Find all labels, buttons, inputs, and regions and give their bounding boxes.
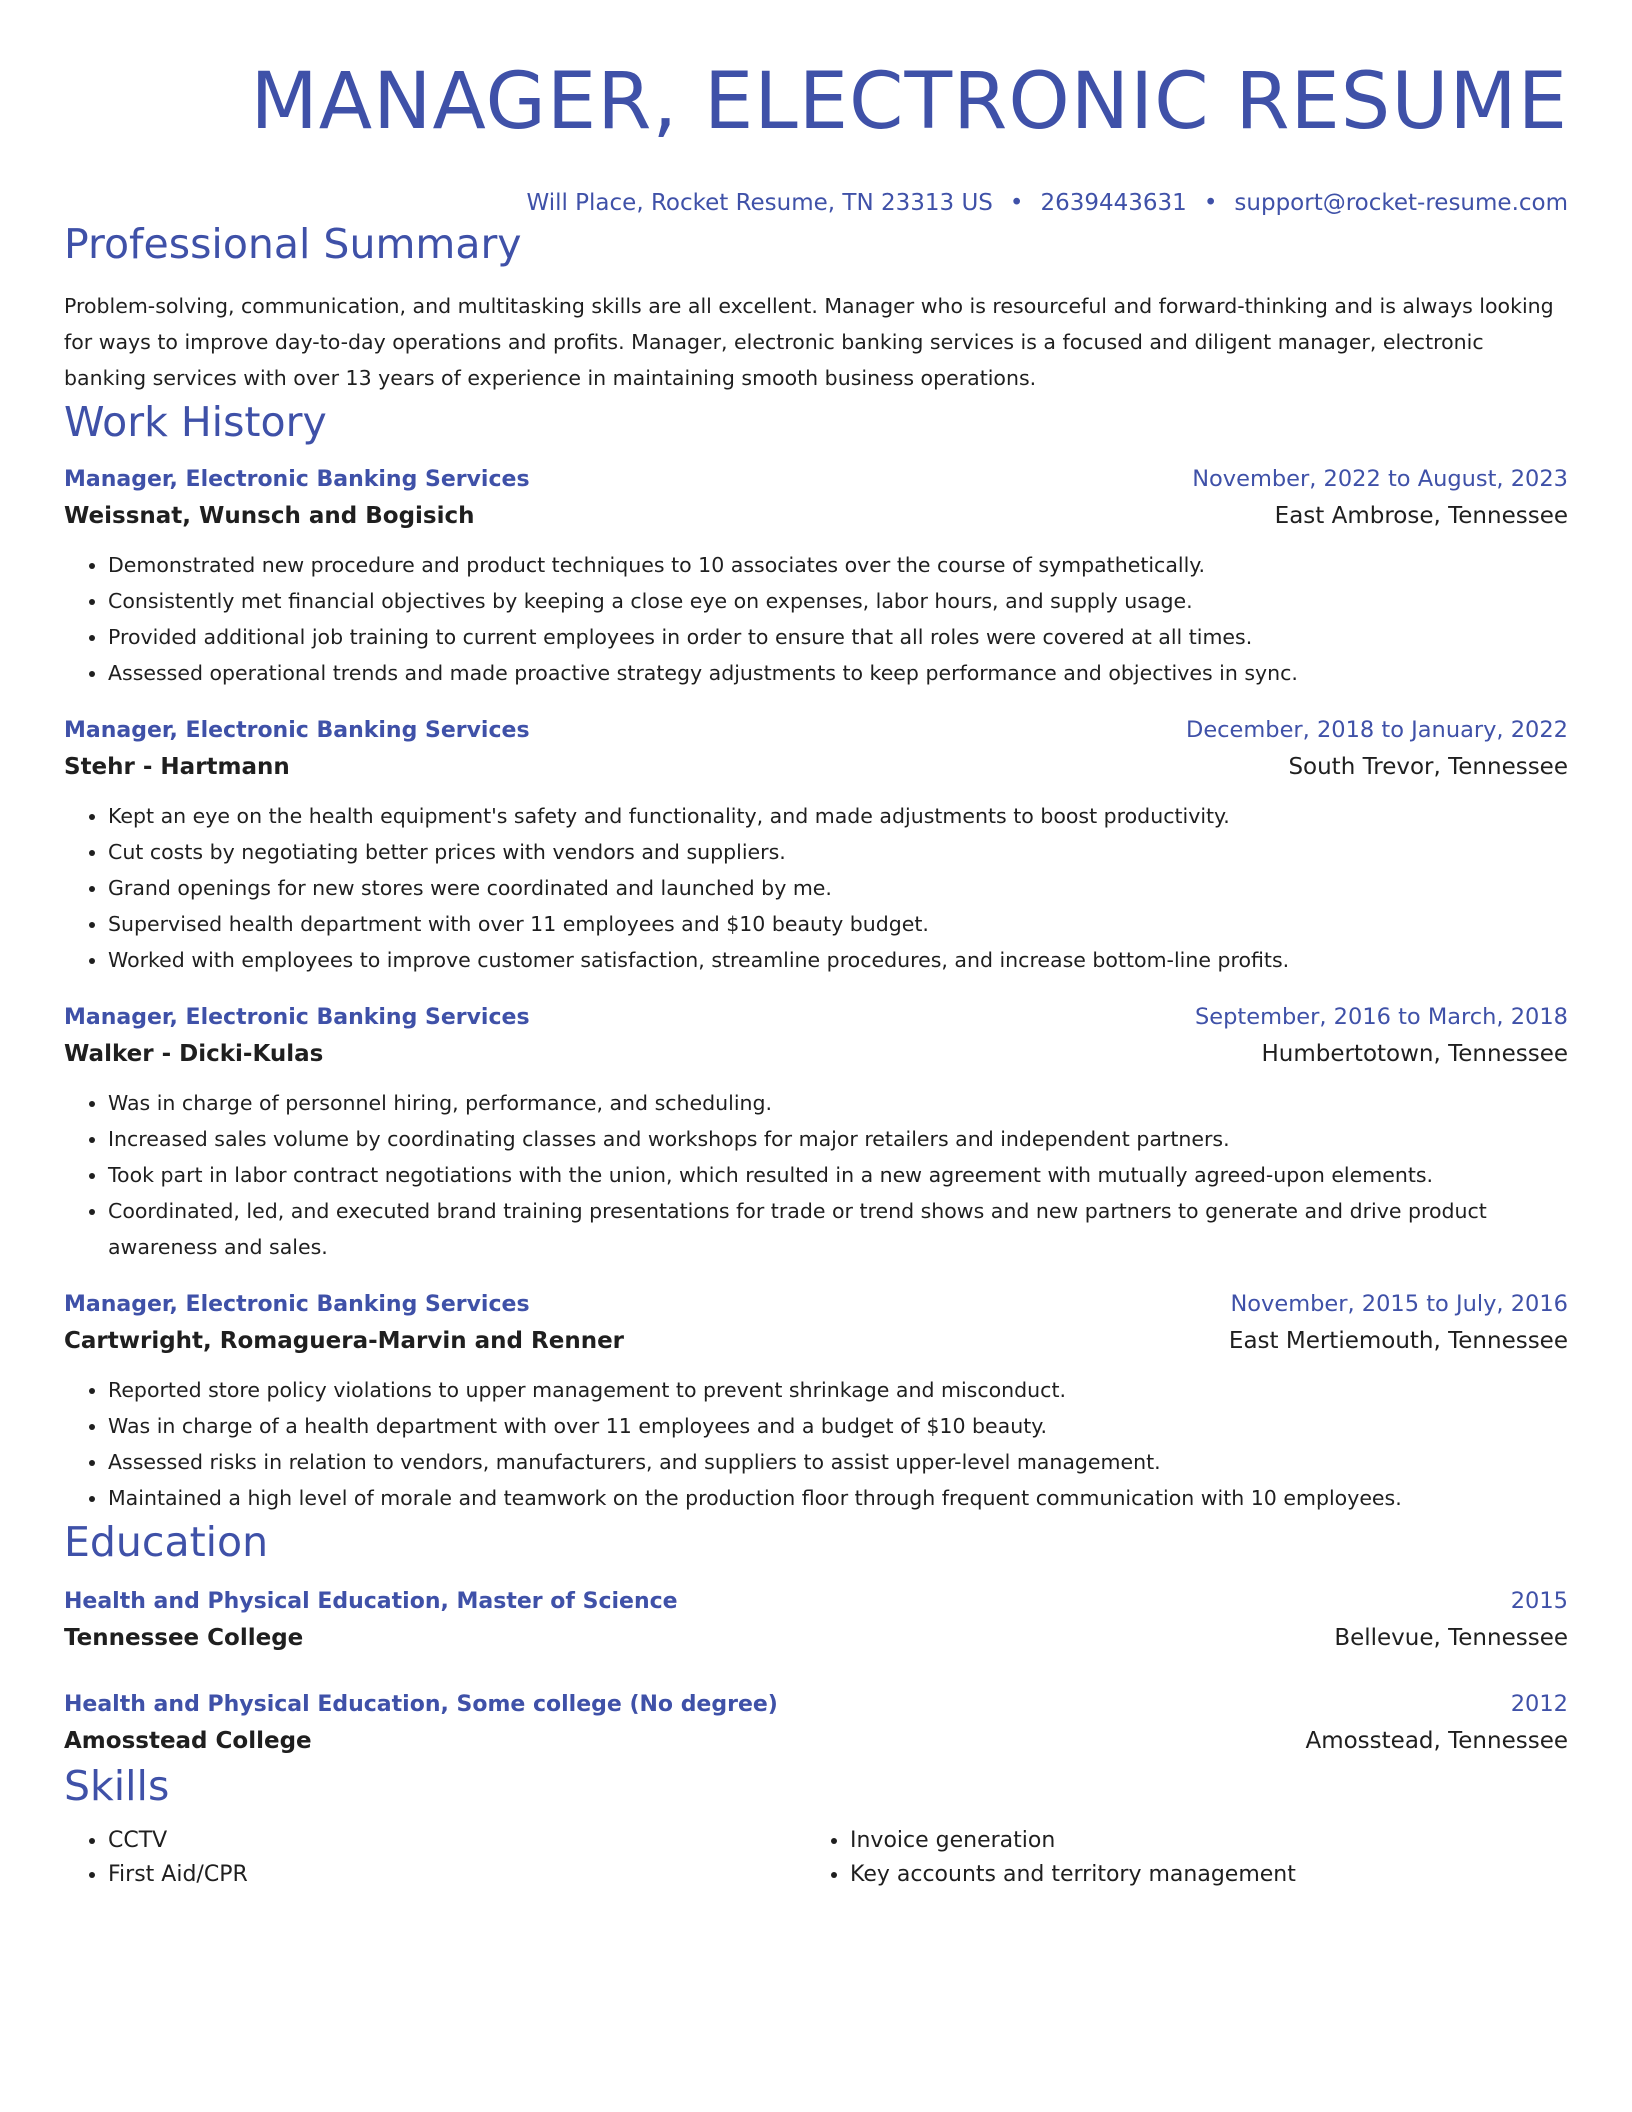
contact-phone: 2639443631 xyxy=(1040,190,1187,216)
job-dates: November, 2022 to August, 2023 xyxy=(1192,466,1568,492)
summary-heading: Professional Summary xyxy=(64,220,522,268)
job-dates: November, 2015 to July, 2016 xyxy=(1230,1291,1568,1317)
education-heading: Education xyxy=(64,1518,269,1566)
job-bullet: • Worked with employees to improve customer satisfaction, streamline procedures, and increase bottom-line profits. xyxy=(108,942,1568,978)
degree-title: Health and Physical Education, Some college (No degree) xyxy=(64,1692,778,1717)
job-bullets xyxy=(64,547,1568,691)
education-entry xyxy=(64,1687,1568,1760)
job-entry xyxy=(64,713,1568,978)
separator-dot: • xyxy=(1203,190,1218,216)
job-location: South Trevor, Tennessee xyxy=(1288,754,1568,780)
skill-item: • Invoice generation xyxy=(850,1824,1548,1858)
job-title: Manager, Electronic Banking Services xyxy=(64,1005,530,1030)
job-company: Walker - Dicki-Kulas xyxy=(64,1041,324,1067)
job-bullet: • Assessed operational trends and made proactive strategy adjustments to keep performance and objectives in sync. xyxy=(108,655,1568,691)
job-entry xyxy=(64,462,1568,691)
job-bullet: • Reported store policy violations to upper management to prevent shrinkage and misconduct. xyxy=(108,1372,1568,1408)
job-dates: December, 2018 to January, 2022 xyxy=(1186,717,1568,743)
skill-item: • CCTV xyxy=(108,1824,806,1858)
job-bullet: • Was in charge of a health department with over 11 employees and a budget of $10 beauty. xyxy=(108,1408,1568,1444)
job-title: Manager, Electronic Banking Services xyxy=(64,718,530,743)
graduation-year: 2015 xyxy=(1510,1588,1568,1614)
graduation-year: 2012 xyxy=(1510,1691,1568,1717)
job-bullet: • Assessed risks in relation to vendors, manufacturers, and suppliers to assist upper-level management. xyxy=(108,1444,1568,1480)
job-bullets xyxy=(64,1085,1568,1265)
work-history-heading: Work History xyxy=(64,398,327,446)
job-company: Cartwright, Romaguera-Marvin and Renner xyxy=(64,1328,625,1354)
school-name: Tennessee College xyxy=(64,1625,304,1651)
job-bullet: • Grand openings for new stores were coordinated and launched by me. xyxy=(108,870,1568,906)
resume-name: MANAGER, ELECTRONIC RESUME xyxy=(250,57,1568,147)
job-entry xyxy=(64,1000,1568,1265)
separator-dot: • xyxy=(1009,190,1024,216)
job-location: Humbertotown, Tennessee xyxy=(1261,1041,1568,1067)
skill-item: • First Aid/CPR xyxy=(108,1858,806,1892)
education-entry xyxy=(64,1584,1568,1657)
job-bullets xyxy=(64,1372,1568,1516)
job-bullet: • Took part in labor contract negotiations with the union, which resulted in a new agreement with mutually agreed-upon elements. xyxy=(108,1157,1568,1193)
job-bullets xyxy=(64,798,1568,978)
job-dates: September, 2016 to March, 2018 xyxy=(1195,1004,1568,1030)
school-name: Amosstead College xyxy=(64,1728,312,1754)
job-bullet: • Increased sales volume by coordinating classes and workshops for major retailers and independent partners. xyxy=(108,1121,1568,1157)
job-entry xyxy=(64,1287,1568,1516)
skills-list xyxy=(64,1824,1568,1892)
job-location: East Mertiemouth, Tennessee xyxy=(1228,1328,1568,1354)
skill-item: • Key accounts and territory management xyxy=(850,1858,1548,1892)
job-bullet: • Supervised health department with over 11 employees and $10 beauty budget. xyxy=(108,906,1568,942)
job-company: Stehr - Hartmann xyxy=(64,754,290,780)
school-location: Bellevue, Tennessee xyxy=(1334,1625,1568,1651)
job-bullet: • Maintained a high level of morale and teamwork on the production floor through frequent communication with 10 employees. xyxy=(108,1480,1568,1516)
job-bullet: • Was in charge of personnel hiring, performance, and scheduling. xyxy=(108,1085,1568,1121)
job-bullet: • Consistently met financial objectives by keeping a close eye on expenses, labor hours, and supply usage. xyxy=(108,583,1568,619)
summary-text: Problem-solving, communication, and multitasking skills are all excellent. Manager who is resourceful and forward-thinking and is always looking for ways to improve day-to-day operations and profits. Manager, electronic banking services is a focused and diligent manager, electronic banking services with over 13 years of experience in maintaining smooth business operations. xyxy=(64,294,1554,390)
skills-column-right xyxy=(806,1824,1548,1892)
skills-column-left xyxy=(64,1824,806,1892)
contact-address: Will Place, Rocket Resume, TN 23313 US xyxy=(526,190,993,216)
job-title: Manager, Electronic Banking Services xyxy=(64,1292,530,1317)
degree-title: Health and Physical Education, Master of Science xyxy=(64,1589,678,1614)
job-company: Weissnat, Wunsch and Bogisich xyxy=(64,503,475,529)
job-bullet: • Kept an eye on the health equipment's safety and functionality, and made adjustments to boost productivity. xyxy=(108,798,1568,834)
job-title: Manager, Electronic Banking Services xyxy=(64,467,530,492)
job-bullet: • Cut costs by negotiating better prices with vendors and suppliers. xyxy=(108,834,1568,870)
job-location: East Ambrose, Tennessee xyxy=(1274,503,1568,529)
job-bullet: • Coordinated, led, and executed brand training presentations for trade or trend shows and new partners to generate and drive product awareness and sales. xyxy=(108,1193,1568,1265)
job-bullet: • Demonstrated new procedure and product techniques to 10 associates over the course of sympathetically. xyxy=(108,547,1568,583)
skills-heading: Skills xyxy=(64,1762,170,1810)
school-location: Amosstead, Tennessee xyxy=(1305,1728,1568,1754)
contact-line xyxy=(64,188,1568,218)
contact-email: support@rocket-resume.com xyxy=(1234,190,1568,216)
job-bullet: • Provided additional job training to current employees in order to ensure that all roles were covered at all times. xyxy=(108,619,1568,655)
